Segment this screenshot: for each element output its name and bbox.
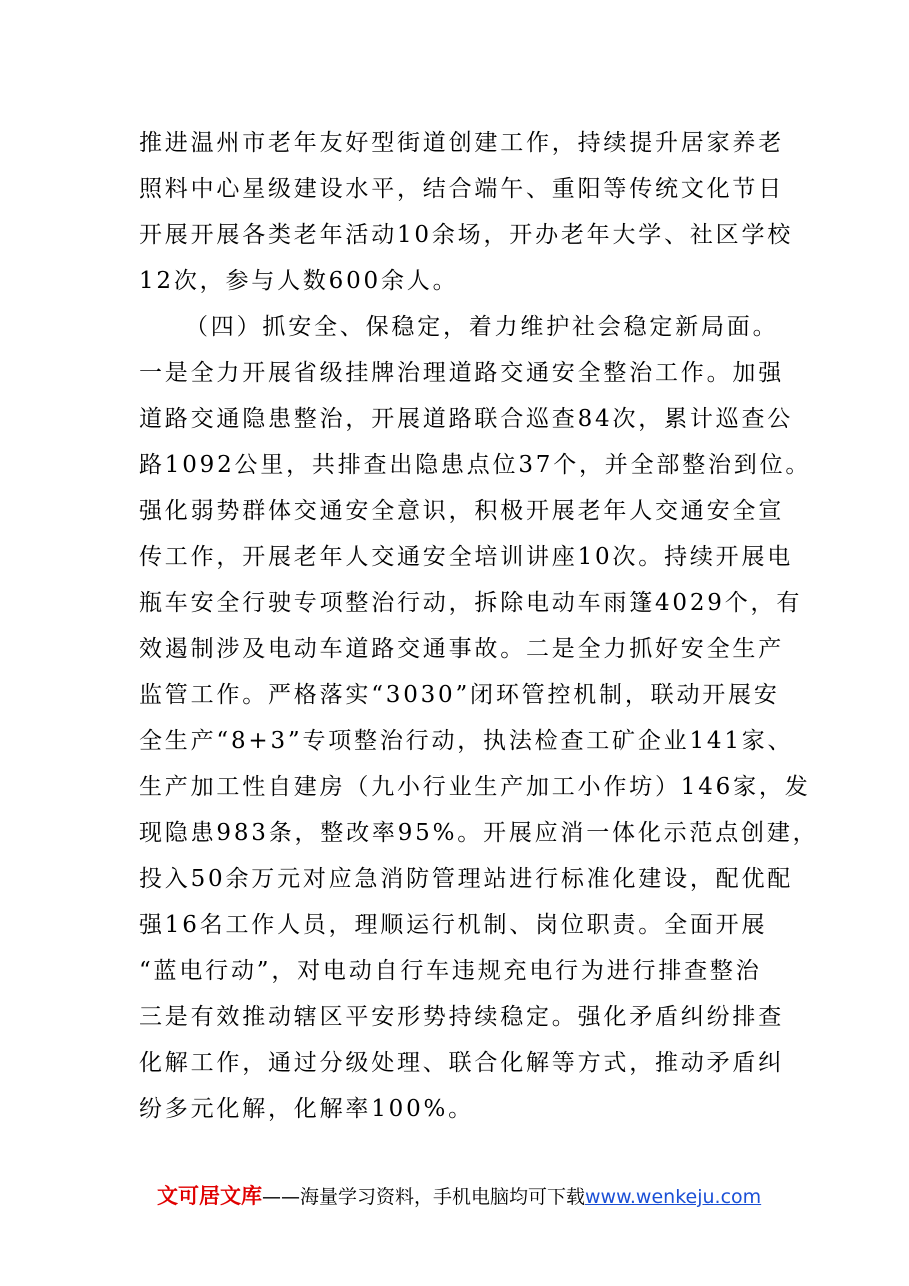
text-line: 照料中心星级建设水平，结合端午、重阳等传统文化节日	[139, 176, 784, 202]
text-line: 传工作，开展老年人交通安全培训讲座10次。持续开展电	[139, 544, 794, 570]
footer-brand: 文可居文库	[157, 1184, 262, 1208]
text-line: 推进温州市老年友好型街道创建工作，持续提升居家养老	[139, 130, 784, 156]
text-line: 现隐患983条，整改率95%。开展应消一体化示范点创建，	[139, 820, 819, 846]
text-line: 纷多元化解，化解率100%。	[139, 1096, 474, 1122]
section-heading: （四）抓安全、保稳定，着力维护社会稳定新局面。	[185, 314, 779, 340]
footer-tagline: ——海量学习资料，手机电脑均可下载	[262, 1186, 586, 1208]
text-line: 12次，参与人数600余人。	[139, 268, 459, 294]
text-line: 化解工作，通过分级处理、联合化解等方式，推动矛盾纠	[139, 1050, 784, 1076]
text-line: 开展开展各类老年活动10余场，开办老年大学、社区学校	[139, 222, 794, 248]
text-line: 一是全力开展省级挂牌治理道路交通安全整治工作。加强	[139, 360, 784, 386]
text-line: 效遏制涉及电动车道路交通事故。二是全力抓好安全生产	[139, 636, 784, 662]
text-line: 投入50余万元对应急消防管理站进行标准化建设，配优配	[139, 866, 794, 892]
text-line: 强化弱势群体交通安全意识，积极开展老年人交通安全宣	[139, 498, 784, 524]
text-line: 强16名工作人员，理顺运行机制、岗位职责。全面开展	[139, 912, 768, 938]
text-line: 全生产“8+3”专项整治行动，执法检查工矿企业141家、	[139, 728, 794, 754]
text-line: “蓝电行动”，对电动自行车违规充电行为进行排查整治	[139, 958, 762, 984]
text-line: 生产加工性自建房（九小行业生产加工小作坊）146家，发	[139, 774, 811, 800]
text-line: 监管工作。严格落实“3030”闭环管控机制，联动开展安	[139, 682, 780, 708]
document-body	[139, 120, 819, 1132]
text-line: 三是有效推动辖区平安形势持续稳定。强化矛盾纠纷排查	[139, 1004, 784, 1030]
text-line: 道路交通隐患整治，开展道路联合巡查84次，累计巡查公	[139, 406, 794, 432]
footer-banner	[157, 1180, 761, 1210]
text-line: 瓶车安全行驶专项整治行动，拆除电动车雨篷4029个，有	[139, 590, 803, 616]
footer-link[interactable]: www.wenkeju.com	[585, 1186, 762, 1208]
text-line: 路1092公里，共排查出隐患点位37个，并全部整治到位。	[139, 452, 812, 478]
